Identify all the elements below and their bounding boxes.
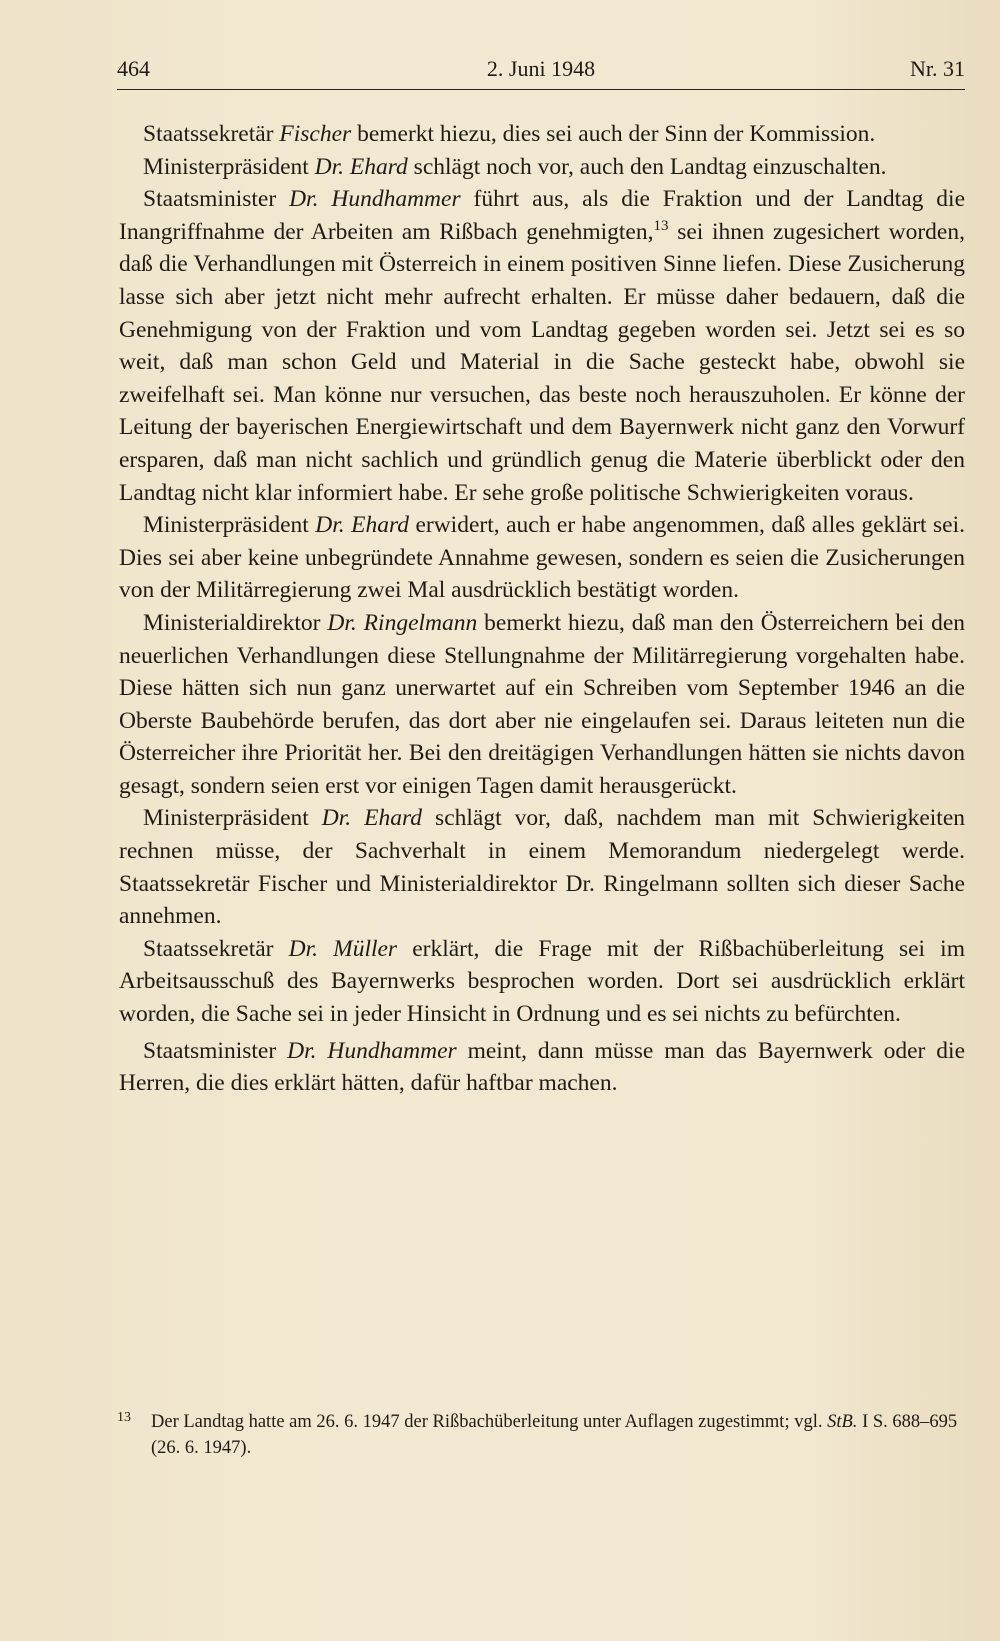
text-run: meint, dann müsse man das Bayernwerk oder die Herren, die dies erklärt hätten, dafür haftbar machen. bbox=[119, 1037, 966, 1097]
paragraph bbox=[119, 118, 965, 151]
text-run: schlägt vor, daß, nachdem man mit Schwierigkeiten rechnen müsse, der Sachverhalt in einem Memorandum niedergelegt werde. Staatssekretär Fischer und Ministerialdirektor Dr. Ringelmann sollten sich dieser Sache annehmen. bbox=[119, 805, 965, 930]
footnote-reference: 13 bbox=[653, 217, 669, 234]
header-rule bbox=[117, 89, 965, 90]
paragraph bbox=[119, 183, 965, 509]
speaker-name: Fischer bbox=[279, 121, 352, 147]
page-header bbox=[117, 52, 965, 86]
text-run: I S. 688–695 (26. 6. 1947). bbox=[151, 1412, 958, 1458]
paragraph bbox=[119, 509, 965, 607]
text-run: Ministerpräsident bbox=[143, 805, 322, 832]
text-run: sei ihnen zugesichert worden, daß die Verhandlungen mit Österreich in einem positiven Sinne liefen. Diese Zusicherung lasse sich aber jetzt nicht mehr aufrecht erhalten. Er müsse daher bedauern, daß die Genehmigung von der Fraktion und vom Landtag gegeben worden sei. Jetzt sei es so weit, daß man schon Geld und Material in die Sache gesteckt habe, obwohl sie zweifelhaft sei. Man könne nur versuchen, das beste noch herauszuholen. Er könne der Leitung der bayerischen Energiewirtschaft und dem Bayernwerk nicht ganz den Vorwurf ersparen, daß man nicht sachlich und gründlich genug die Materie überblickt oder den Landtag nicht klar informiert habe. Er sehe große politische Schwierigkeiten voraus. bbox=[119, 218, 965, 506]
paragraph bbox=[119, 802, 965, 932]
text-run: führt aus, als die Fraktion und der Landtag die Inangriffnahme der Arbeiten am Rißbach genehmigten, bbox=[119, 186, 966, 245]
body-text bbox=[119, 118, 965, 1100]
text-run: erklärt, die Frage mit der Rißbachüberleitung sei im Arbeitsausschuß des Bayernwerks besprochen worden. Dort sei ausdrücklich erklärt worden, die Sache sei in jeder Hinsicht in Ordnung und es sei nichts zu befürchten. bbox=[119, 935, 965, 1028]
header-date: 2. Juni 1948 bbox=[486, 56, 596, 81]
footnote-number: 13 bbox=[117, 1410, 131, 1425]
speaker-name: Dr. Ehard bbox=[321, 805, 423, 832]
issue-number: Nr. 31 bbox=[910, 56, 965, 81]
paragraph bbox=[119, 607, 965, 803]
page-number: 464 bbox=[117, 56, 150, 81]
paragraph bbox=[119, 1035, 965, 1100]
text-run: Staatsminister bbox=[143, 1037, 288, 1064]
speaker-name: Dr. Müller bbox=[288, 935, 398, 962]
text-run: Staatsminister bbox=[143, 186, 290, 213]
footnote bbox=[117, 1409, 967, 1461]
text-run: Staatssekretär bbox=[143, 935, 289, 962]
text-run: schlägt noch vor, auch den Landtag einzuschalten. bbox=[407, 153, 887, 180]
speaker-name: Dr. Hundhammer bbox=[287, 1037, 457, 1064]
text-run: Ministerpräsident bbox=[143, 512, 316, 539]
paragraph bbox=[119, 933, 965, 1031]
text-run: Ministerialdirektor bbox=[143, 609, 328, 636]
text-run: bemerkt hiezu, dies sei auch der Sinn der Kommission. bbox=[351, 121, 876, 147]
text-run: bemerkt hiezu, daß man den Österreichern bei den neuerlichen Verhandlungen diese Stellungnahme der Militärregierung vorgehalten habe. Diese hätten sich nun ganz unerwartet auf ein Schreiben vom September 1946 an die Oberste Baubehörde berufen, das dort aber nie eingelaufen sei. Daraus leiteten nun die Österreicher ihre Priorität her. Bei den dreitägigen Verhandlungen hätten sie nichts davon gesagt, sondern seien erst vor einigen Tagen damit herausgerückt. bbox=[119, 609, 966, 799]
text-run: Ministerpräsident bbox=[143, 153, 315, 180]
paragraph bbox=[119, 151, 965, 184]
text-run: Staatssekretär bbox=[143, 121, 280, 147]
footnote-text bbox=[117, 1409, 967, 1461]
speaker-name: Dr. Ehard bbox=[314, 153, 408, 180]
speaker-name: Dr. Hundhammer bbox=[289, 186, 461, 213]
speaker-name: Dr. Ringelmann bbox=[327, 609, 478, 636]
speaker-name: Dr. Ehard bbox=[315, 512, 409, 539]
text-run: erwidert, auch er habe angenommen, daß alles geklärt sei. Dies sei aber keine unbegründete Annahme gewesen, sondern es seien die Zusicherungen von der Militärregierung zwei Mal ausdrücklich bestätigt worden. bbox=[119, 512, 966, 604]
citation-abbreviation: StB. bbox=[827, 1412, 858, 1432]
text-run: Der Landtag hatte am 26. 6. 1947 der Rißbachüberleitung unter Auflagen zugestimmt; vgl. bbox=[151, 1412, 828, 1432]
